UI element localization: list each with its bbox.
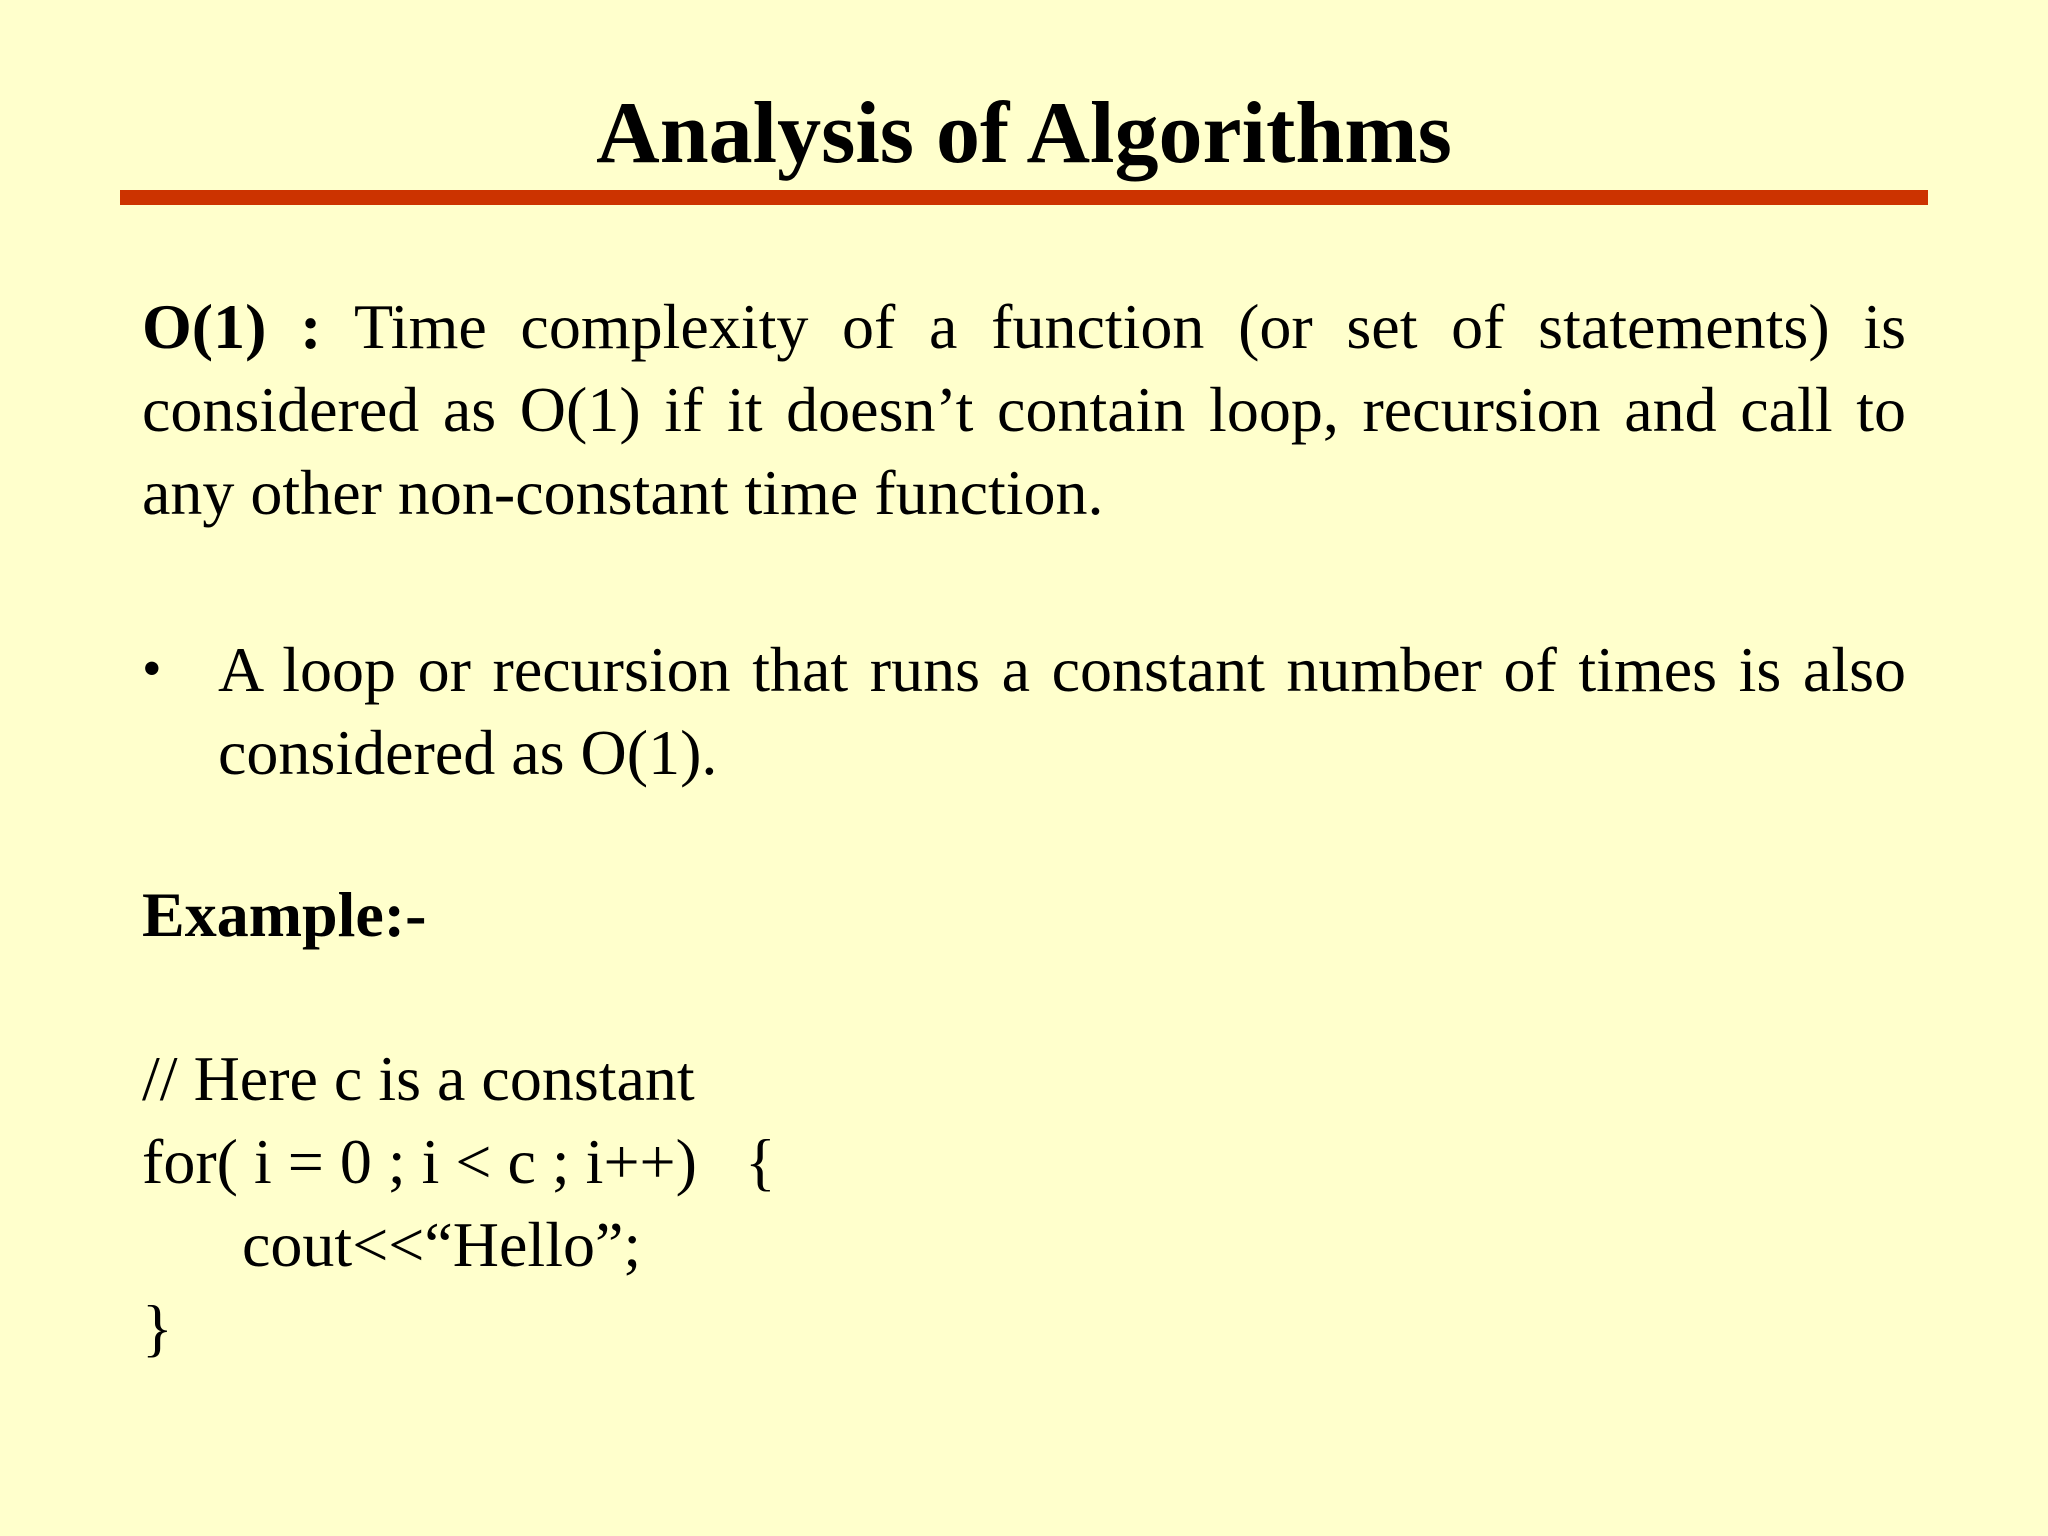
definition-term: O(1) : (142, 291, 322, 362)
code-closing-brace: } (142, 1292, 173, 1363)
code-cout-line: cout<<“Hello”; (242, 1209, 642, 1280)
slide-title: Analysis of Algorithms (596, 85, 1452, 182)
title-underline-rule (120, 190, 1928, 205)
definition-text: Time complexity of a function (or set of statements) is considered as O(1) if it doesn’t contain loop, recursion and call to any other non-constant time function. (142, 291, 1907, 528)
bullet-marker: • (142, 638, 162, 700)
code-comment-line: // Here c is a constant (142, 1043, 695, 1114)
example-heading: Example:- (142, 879, 427, 950)
code-for-line: for( i = 0 ; i < c ; i++) { (142, 1126, 776, 1197)
definition-paragraph (142, 285, 1906, 534)
bullet-text: A loop or recursion that runs a constant number of times is also considered as O(1). (218, 634, 1906, 788)
